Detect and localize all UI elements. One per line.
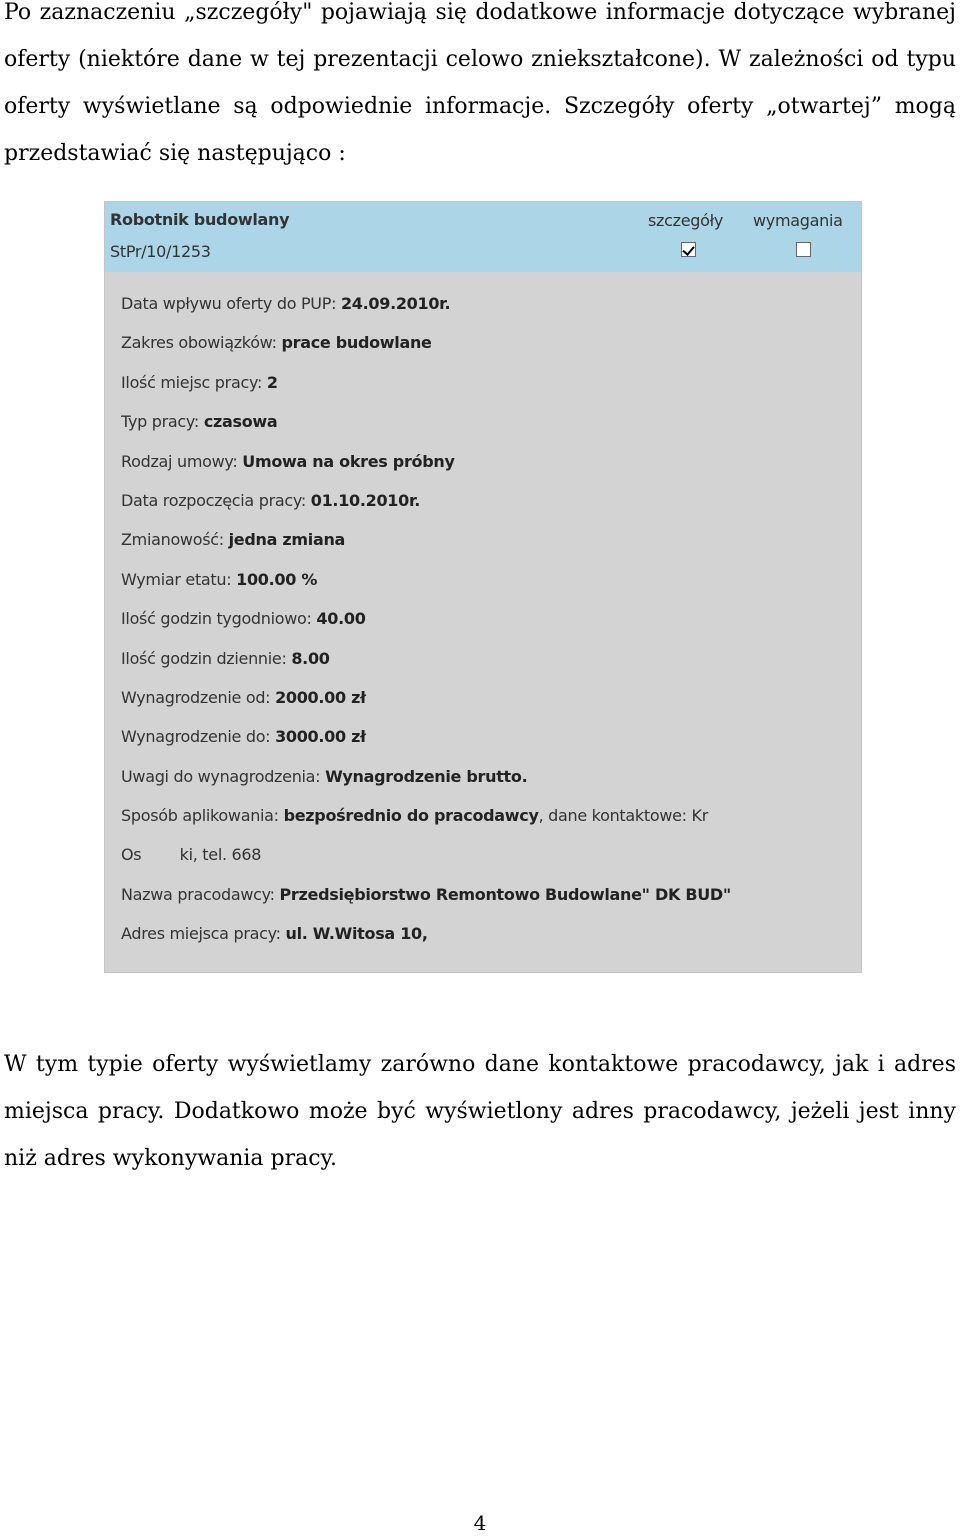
intro-quote-2: „ otwartej [766,94,871,119]
detail-value: 2000.00 zł [275,687,366,707]
detail-label: Adres miejsca pracy: [121,924,286,944]
checkmark-icon [682,243,694,256]
offer-details-screenshot [104,201,862,973]
detail-label: Ilość godzin tygodniowo: [121,609,317,629]
detail-row [121,924,761,963]
detail-row [121,530,761,569]
details-column-label: szczegóły [648,211,724,230]
offer-code: StPr/10/1253 [110,242,211,261]
detail-label: Wynagrodzenie od: [121,687,276,707]
detail-label: Zmianowość: [121,530,229,550]
detail-row [121,609,761,648]
detail-row [121,294,761,333]
detail-label: Wynagrodzenie do: [121,727,276,747]
intro-text-1: Po zaznaczeniu [4,0,185,25]
detail-row [121,727,761,766]
offer-title[interactable]: Robotnik budowlany [110,210,290,229]
detail-label: Os [121,845,180,865]
detail-row [121,412,761,451]
detail-row [121,491,761,530]
detail-row [121,688,761,727]
detail-label: Rodzaj umowy: [121,451,243,471]
detail-row [121,806,761,845]
detail-label: Wymiar etatu: [121,569,237,589]
detail-row [121,885,761,924]
detail-row [121,452,761,491]
detail-value: Umowa na okres próbny [242,451,455,471]
offer-header [105,202,861,272]
detail-value: 40.00 [316,609,366,629]
detail-value: 100.00 % [236,569,318,589]
detail-value: bezpośrednio do pracodawcy [283,806,539,826]
intro-paragraph [4,0,956,177]
offer-details-list [121,294,761,964]
detail-value: 2 [266,372,278,392]
detail-label: Ilość miejsc pracy: [121,372,267,392]
detail-label: Ilość godzin dziennie: [121,648,292,668]
detail-extra: ki, tel. 668 [179,845,262,865]
intro-text-3: ” mogą przedstawiać się następująco : [4,94,956,166]
detail-extra: , dane kontaktowe: Kr [538,806,708,826]
requirements-checkbox[interactable] [796,242,811,257]
detail-value: czasowa [203,412,278,432]
detail-label: Typ pracy: [121,412,204,432]
detail-row [121,649,761,688]
detail-row [121,570,761,609]
detail-label: Uwagi do wynagrodzenia: [121,766,326,786]
intro-text-2: pojawiają się dodatkowe informacje dotyczące wybranej oferty (niektóre dane w tej prezentacji celowo zniekształcone). W zależności od typu oferty wyświetlane są odpowiednie informacje. Szczegóły oferty [4,0,956,119]
detail-value: 01.10.2010r. [310,490,421,510]
detail-label: Zakres obowiązków: [121,333,282,353]
outro-paragraph: W tym typie oferty wyświetlamy zarówno dane kontaktowe pracodawcy, jak i adres miejsca pracy. Dodatkowo może być wyświetlony adres pracodawcy, jeżeli jest inny niż adres wykonywania pracy. [4,1052,956,1171]
detail-label: Data wpływu oferty do PUP: [121,294,341,313]
detail-label: Data rozpoczęcia pracy: [121,490,311,510]
detail-row [121,373,761,412]
detail-label: Nazwa pracodawcy: [121,884,280,904]
detail-row [121,333,761,372]
requirements-column-label: wymagania [753,211,843,230]
detail-value: prace budowlane [281,333,432,353]
detail-row [121,767,761,806]
detail-value: Przedsiębiorstwo Remontowo Budowlane" DK BUD" [279,884,731,904]
detail-value: ul. W.Witosa 10, [285,924,428,944]
details-checkbox[interactable] [681,242,696,257]
detail-value: 24.09.2010r. [340,294,451,313]
detail-label: Sposób aplikowania: [121,806,284,826]
detail-value: jedna zmiana [228,530,346,550]
detail-row [121,845,761,884]
page-number: 4 [473,1511,487,1535]
detail-value: 8.00 [291,648,330,668]
detail-value: 3000.00 zł [275,727,366,747]
detail-value: Wynagrodzenie brutto. [325,766,528,786]
intro-quote-1: „ szczegóły" [184,0,312,25]
